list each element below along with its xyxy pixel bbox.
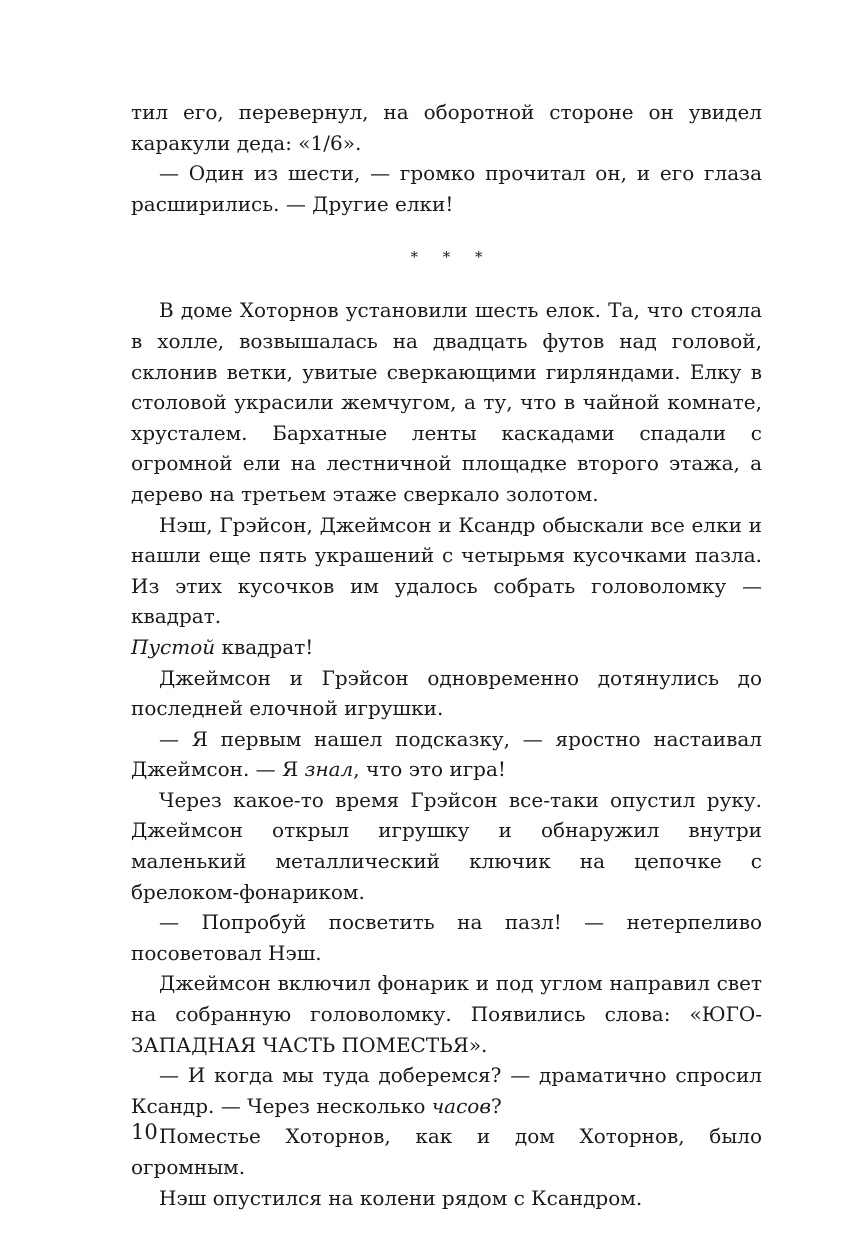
paragraph: Джеймсон включил фонарик и под углом направил свет на собранную головоломку. Появились слова: «ЮГО-ЗАПАДНАЯ ЧАСТЬ ПОМЕСТЬЯ».	[131, 971, 762, 1057]
italic-emphasis: часов	[431, 1093, 491, 1118]
paragraph-continued: тил его, перевернул, на оборотной стороне он увидел каракули деда: «1/6».	[131, 100, 762, 155]
section-separator: * * *	[410, 248, 493, 267]
paragraph: Нэш опустился на колени рядом с Ксандром.	[159, 1185, 643, 1210]
italic-emphasis: знал	[304, 757, 354, 782]
paragraph: Джеймсон и Грэйсон одновременно дотянулись до последней елочной игрушки.	[131, 665, 762, 721]
body-text	[131, 97, 762, 1213]
paragraph: Нэш, Грэйсон, Джеймсон и Ксандр обыскали все елки и нашли еще пять украшений с четырьмя кусочками пазла. Из этих кусочков им удалось собрать головоломку — квадрат. Пустой квадрат!	[131, 512, 762, 659]
paragraph: В доме Хоторнов установили шесть елок. Та, что стояла в холле, возвышалась на двадцать футов над головой, склонив ветки, увитые сверкающими гирляндами. Елку в столовой украсили жемчугом, а ту, что в чайной комнате, хрусталем. Бархатные ленты каскадами спадали с огромной ели на лестничной площадке второго этажа, а дерево на третьем этаже сверкало золотом.	[131, 298, 762, 506]
paragraph-dialogue: — И когда мы туда доберемся? — драматично спросил Ксандр. — Через несколько часов?	[131, 1063, 762, 1118]
paragraph-dialogue: — Я первым нашел подсказку, — яростно настаивал Джеймсон. — Я знал, что это игра!	[131, 726, 762, 782]
italic-emphasis: Пустой	[131, 634, 216, 659]
paragraph: Через какое-то время Грэйсон все-таки опустил руку. Джеймсон открыл игрушку и обнаружил внутри маленький металлический ключик на цепочке с брелоком-фонариком.	[131, 787, 762, 904]
paragraph-dialogue: — Один из шести, — громко прочитал он, и его глаза расширились. — Другие елки!	[131, 161, 762, 216]
page-number: 10	[131, 1120, 158, 1144]
paragraph: Поместье Хоторнов, как и дом Хоторнов, было огромным.	[131, 1124, 762, 1179]
paragraph-dialogue: — Попробуй посветить на пазл! — нетерпеливо посоветовал Нэш.	[131, 910, 762, 965]
